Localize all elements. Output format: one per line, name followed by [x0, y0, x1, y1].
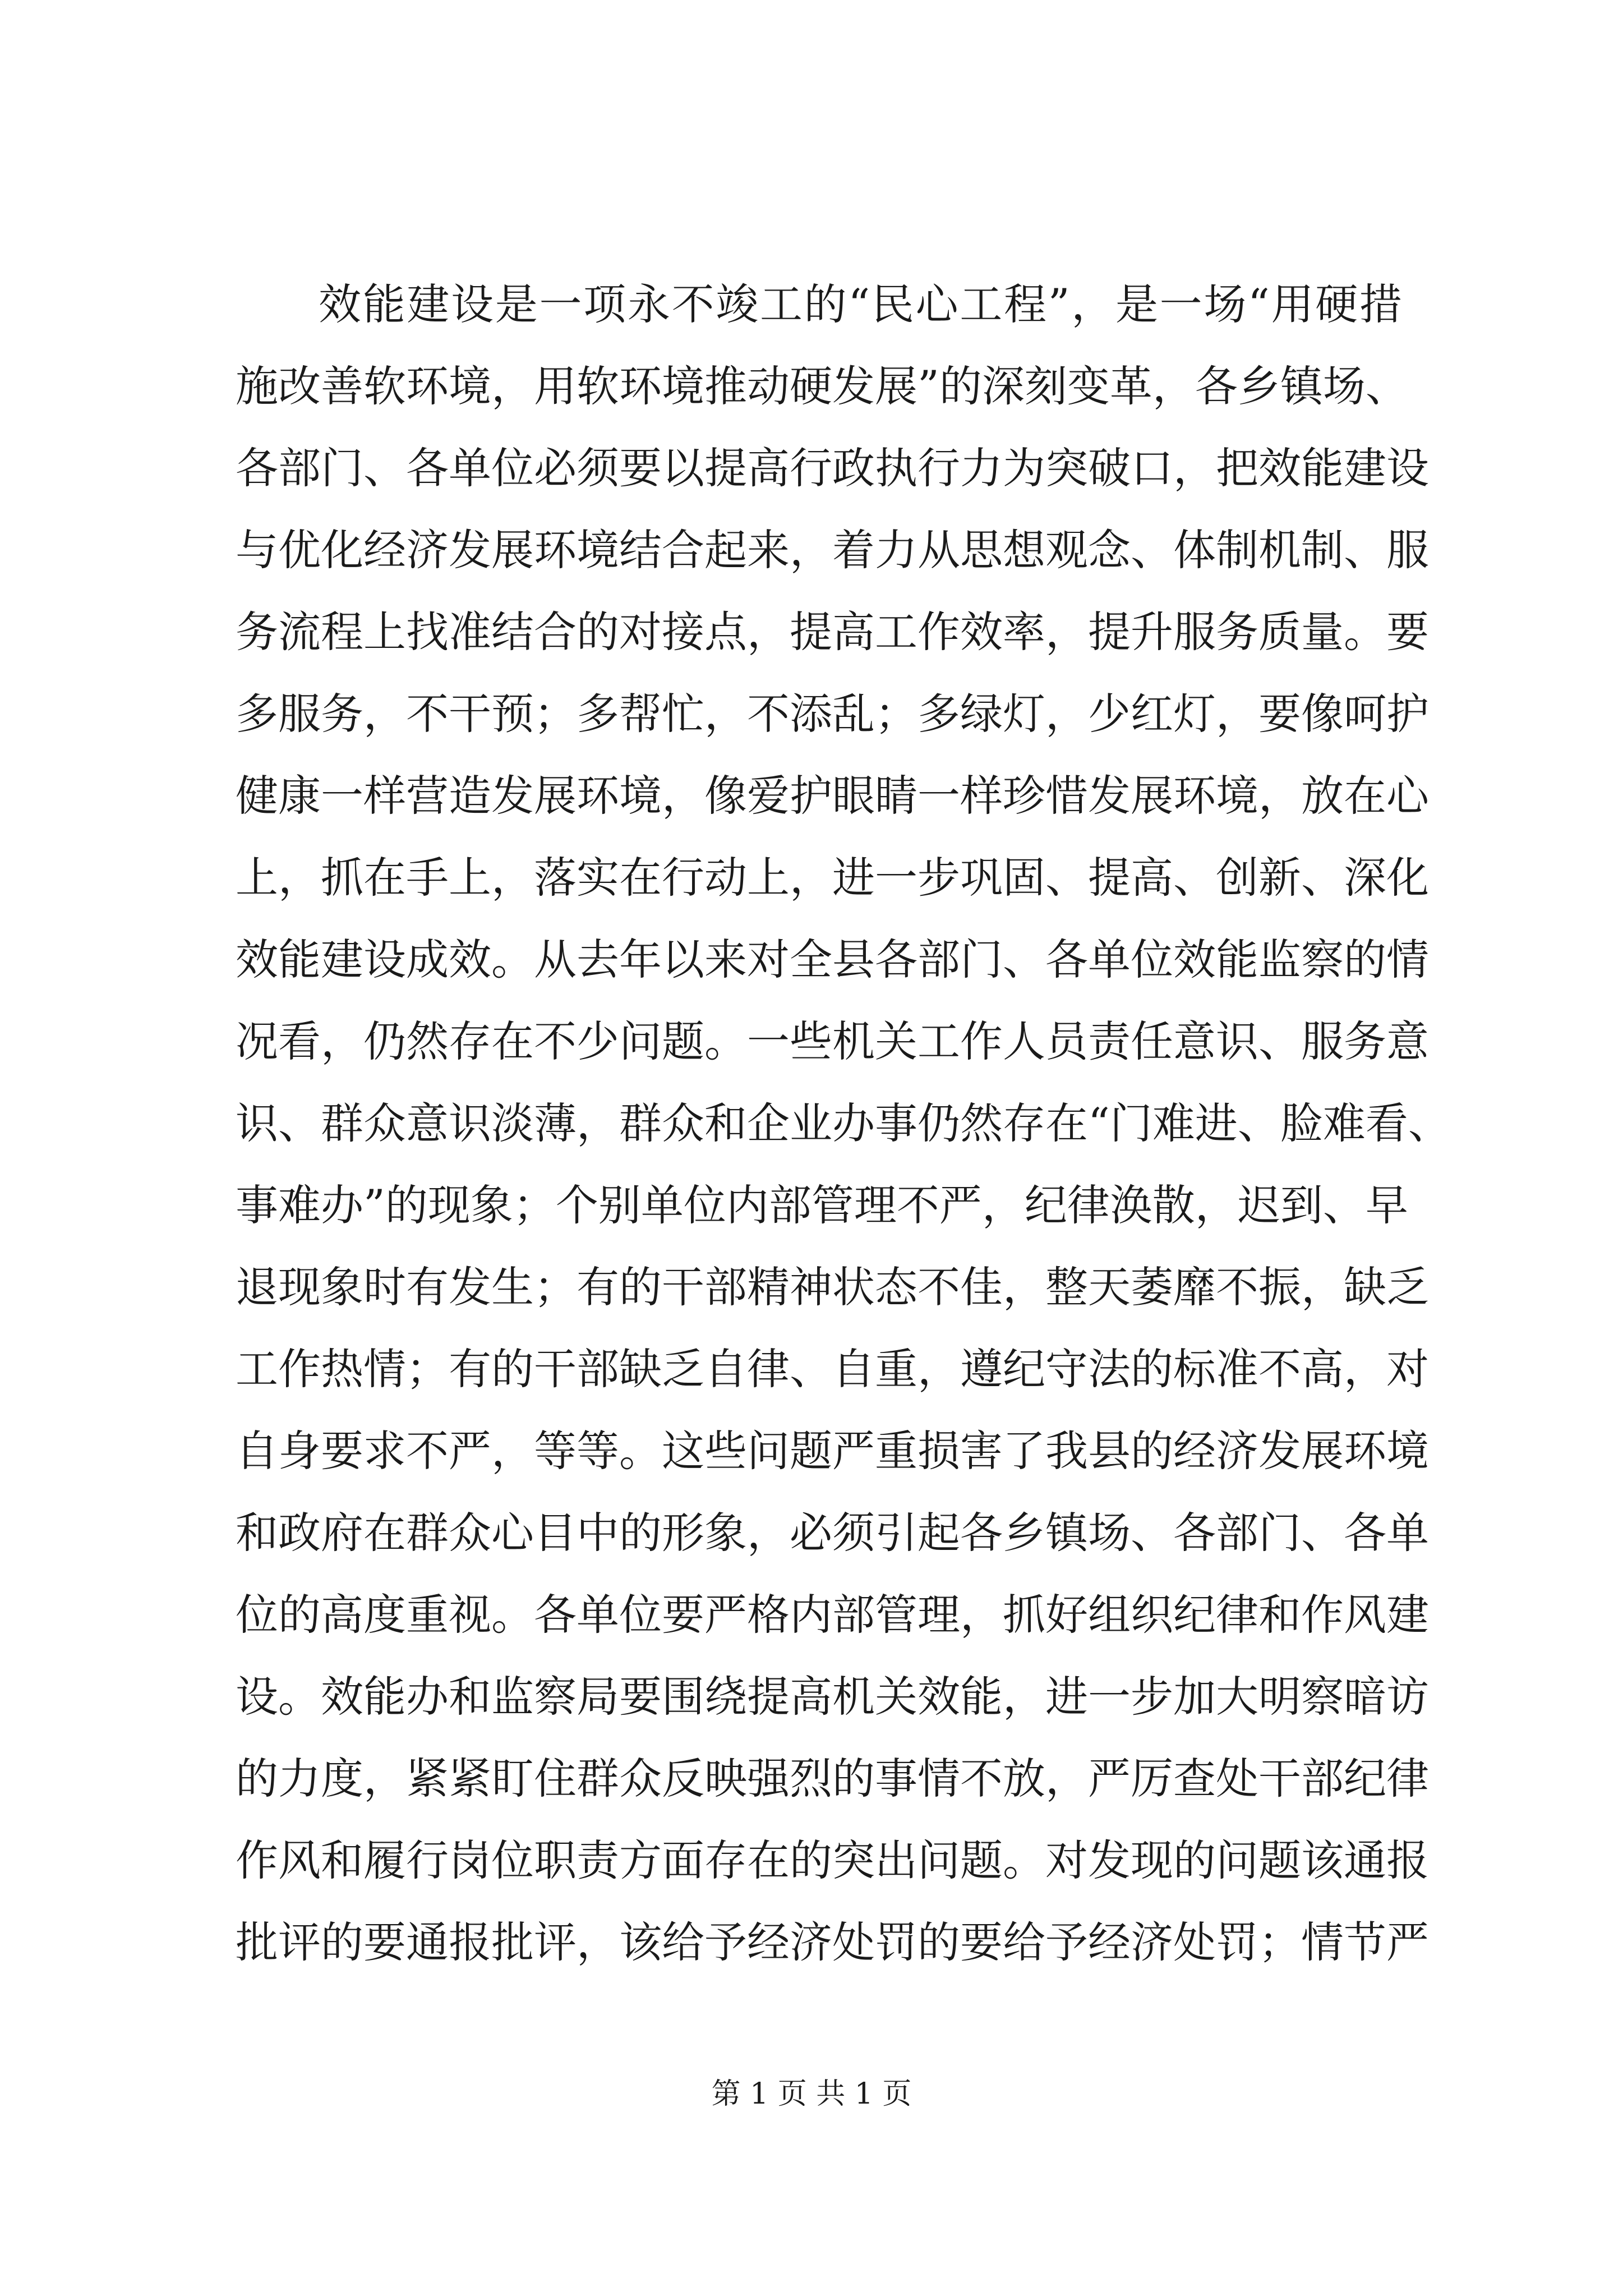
paragraph-line: 和政府在群众心目中的形象，必须引起各乡镇场、各部门、各单 [236, 1508, 1429, 1558]
paragraph-line: 与优化经济发展环境结合起来，着力从思想观念、体制机制、服 [236, 525, 1429, 575]
paragraph-line: 自身要求不严，等等。这些问题严重损害了我县的经济发展环境 [236, 1426, 1429, 1476]
paragraph-line: 健康一样营造发展环境，像爱护眼睛一样珍惜发展环境，放在心 [236, 771, 1429, 821]
paragraph-line: 务流程上找准结合的对接点，提高工作效率，提升服务质量。要 [236, 607, 1429, 657]
paragraph-line: 上，抓在手上，落实在行动上，进一步巩固、提高、创新、深化 [236, 853, 1429, 903]
paragraph-line: 作风和履行岗位职责方面存在的突出问题。对发现的问题该通报 [236, 1835, 1429, 1885]
body-paragraph [236, 264, 1451, 1984]
paragraph-line: 效能建设是一项永不竣工的“民心工程”，是一场“用硬措 [319, 279, 1402, 329]
paragraph-line: 多服务，不干预；多帮忙，不添乱；多绿灯，少红灯，要像呵护 [236, 689, 1429, 739]
page-number-footer: 第 1 页 共 1 页 [711, 2077, 912, 2111]
paragraph-line: 各部门、各单位必须要以提高行政执行力为突破口，把效能建设 [236, 443, 1429, 493]
paragraph-line: 事难办”的现象；个别单位内部管理不严，纪律涣散，迟到、早 [236, 1180, 1408, 1230]
paragraph-line: 况看，仍然存在不少问题。一些机关工作人员责任意识、服务意 [236, 1016, 1429, 1066]
paragraph-line: 退现象时有发生；有的干部精神状态不佳，整天萎靡不振，缺乏 [236, 1262, 1429, 1312]
paragraph-line: 的力度，紧紧盯住群众反映强烈的事情不放，严厉查处干部纪律 [236, 1754, 1429, 1803]
paragraph-line: 设。效能办和监察局要围绕提高机关效能，进一步加大明察暗访 [236, 1672, 1429, 1722]
paragraph-line: 工作热情；有的干部缺乏自律、自重，遵纪守法的标准不高，对 [236, 1344, 1429, 1394]
paragraph-line: 识、群众意识淡薄，群众和企业办事仍然存在“门难进、脸难看、 [236, 1098, 1451, 1148]
paragraph-line: 效能建设成效。从去年以来对全县各部门、各单位效能监察的情 [236, 935, 1429, 984]
paragraph-line: 批评的要通报批评，该给予经济处罚的要给予经济处罚；情节严 [236, 1917, 1429, 1967]
paragraph-line: 位的高度重视。各单位要严格内部管理，抓好组织纪律和作风建 [236, 1590, 1429, 1640]
paragraph-line: 施改善软环境，用软环境推动硬发展”的深刻变革，各乡镇场、 [236, 361, 1408, 411]
